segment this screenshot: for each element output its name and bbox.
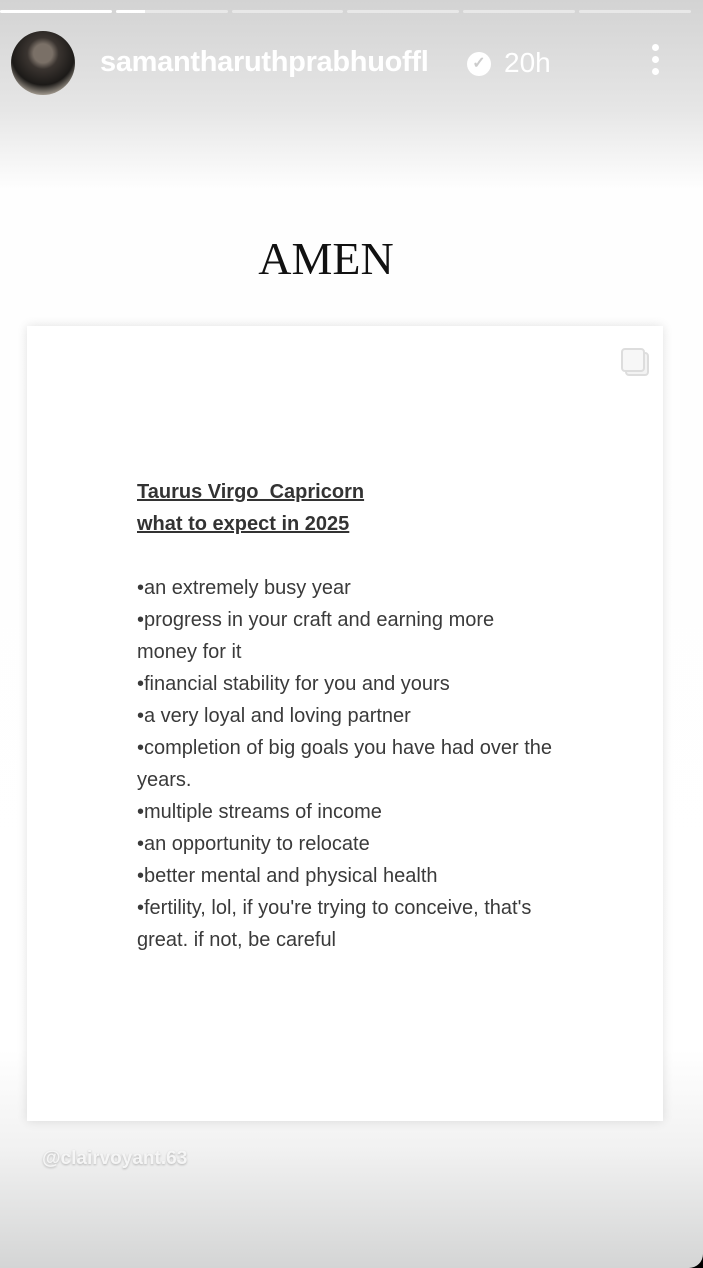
username[interactable]: samantharuthprabhuoffl: [100, 46, 429, 78]
progress-segment: [579, 10, 691, 13]
more-options-icon[interactable]: [645, 44, 665, 80]
avatar[interactable]: [11, 31, 75, 95]
progress-segment: [0, 10, 112, 13]
list-item: •a very loyal and loving partner: [137, 705, 411, 727]
progress-fill: [0, 10, 112, 13]
multi-image-icon: [621, 348, 645, 372]
list-item: •progress in your craft and earning more money for it: [137, 609, 495, 663]
source-credit[interactable]: @clairvoyant.63: [42, 1148, 188, 1169]
story-progress: [0, 10, 691, 13]
post-title-line-1: Taurus Virgo Capricorn: [137, 481, 365, 503]
progress-segment: [347, 10, 459, 13]
progress-segment: [116, 10, 228, 13]
progress-segment: [463, 10, 575, 13]
expectations-list: [137, 572, 557, 956]
list-item: •an opportunity to relocate: [137, 833, 370, 855]
list-item: •multiple streams of income: [137, 801, 382, 823]
verified-badge-icon: ✓: [467, 52, 491, 76]
shared-post-card[interactable]: [27, 326, 663, 1121]
list-item: •an extremely busy year: [137, 577, 351, 599]
headline: AMEN: [258, 233, 394, 284]
list-item: •financial stability for you and yours: [137, 673, 450, 695]
list-item: •better mental and physical health: [137, 865, 438, 887]
progress-segment: [232, 10, 344, 13]
post-title-line-2: what to expect in 2025: [137, 513, 350, 535]
progress-fill: [116, 10, 145, 13]
post-time: 20h: [504, 47, 551, 78]
list-item: •completion of big goals you have had over the years.: [137, 737, 553, 791]
list-item: •fertility, lol, if you're trying to conceive, that's great. if not, be careful: [137, 897, 532, 951]
